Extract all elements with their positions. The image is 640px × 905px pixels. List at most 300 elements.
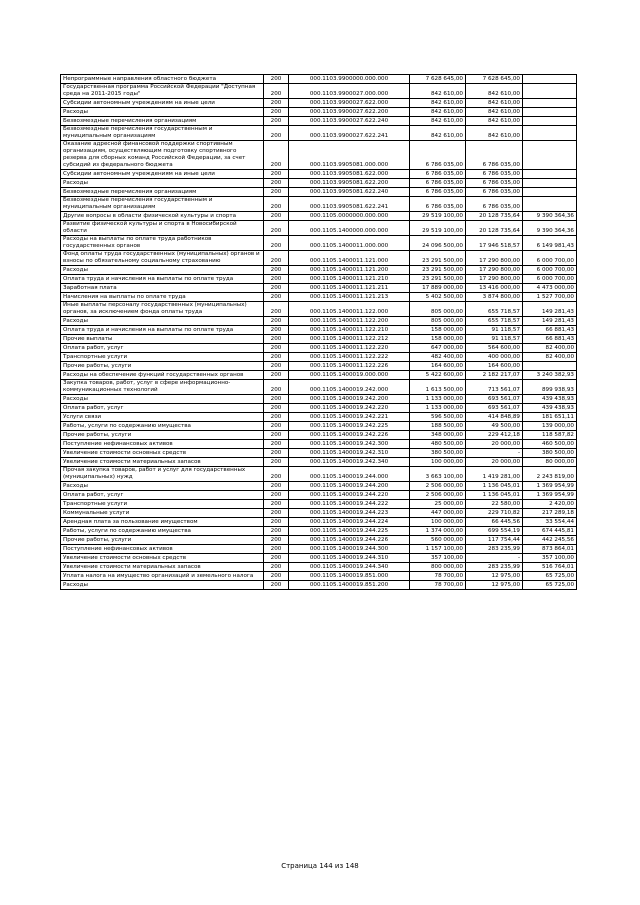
- row-executed-amount-cell: 655 718,57: [466, 317, 523, 326]
- table-row: [61, 413, 577, 422]
- row-name-cell: Поступление нефинансовых активов: [61, 545, 264, 554]
- row-remaining-amount-cell: 899 938,93: [523, 380, 577, 395]
- row-remaining-amount-cell: [523, 117, 577, 126]
- row-approved-amount-cell: 447 000,00: [410, 509, 466, 518]
- table-row: [61, 380, 577, 395]
- budget-table-body: [61, 75, 577, 590]
- row-remaining-amount-cell: 149 281,43: [523, 302, 577, 317]
- row-admin-code-cell: 200: [264, 266, 289, 275]
- row-executed-amount-cell: 229 710,82: [466, 509, 523, 518]
- row-approved-amount-cell: 1 374 000,00: [410, 527, 466, 536]
- table-row: [61, 188, 577, 197]
- row-admin-code-cell: 200: [264, 572, 289, 581]
- row-budget-code-cell: 000.1105.1400019.242.340: [289, 458, 410, 467]
- table-row: [61, 275, 577, 284]
- row-name-cell: Субсидии автономным учреждениям на иные цели: [61, 99, 264, 108]
- row-budget-code-cell: 000.1105.1400019.242.221: [289, 413, 410, 422]
- row-name-cell: Расходы: [61, 179, 264, 188]
- row-budget-code-cell: 000.1105.1400019.242.225: [289, 422, 410, 431]
- row-admin-code-cell: 200: [264, 212, 289, 221]
- row-remaining-amount-cell: 6 000 700,00: [523, 266, 577, 275]
- row-remaining-amount-cell: 66 881,43: [523, 335, 577, 344]
- row-executed-amount-cell: 12 975,00: [466, 581, 523, 590]
- row-budget-code-cell: 000.1105.1400019.244.226: [289, 536, 410, 545]
- row-budget-code-cell: 000.1103.9905081.622.240: [289, 188, 410, 197]
- row-budget-code-cell: 000.1103.9900027.000.000: [289, 84, 410, 99]
- row-approved-amount-cell: 357 100,00: [410, 554, 466, 563]
- row-name-cell: Оплата работ, услуг: [61, 404, 264, 413]
- row-admin-code-cell: 200: [264, 509, 289, 518]
- row-admin-code-cell: 200: [264, 251, 289, 266]
- row-approved-amount-cell: 100 000,00: [410, 518, 466, 527]
- row-remaining-amount-cell: 181 651,11: [523, 413, 577, 422]
- row-admin-code-cell: 200: [264, 117, 289, 126]
- row-remaining-amount-cell: 516 764,01: [523, 563, 577, 572]
- row-remaining-amount-cell: [523, 170, 577, 179]
- row-name-cell: Работы, услуги по содержанию имущества: [61, 422, 264, 431]
- row-admin-code-cell: 200: [264, 491, 289, 500]
- row-admin-code-cell: 200: [264, 179, 289, 188]
- row-executed-amount-cell: 842 610,00: [466, 99, 523, 108]
- row-admin-code-cell: 200: [264, 380, 289, 395]
- table-row: [61, 317, 577, 326]
- table-row: [61, 482, 577, 491]
- row-remaining-amount-cell: 439 438,93: [523, 404, 577, 413]
- row-executed-amount-cell: 283 235,99: [466, 545, 523, 554]
- row-admin-code-cell: 200: [264, 563, 289, 572]
- row-remaining-amount-cell: 674 445,81: [523, 527, 577, 536]
- row-admin-code-cell: 200: [264, 440, 289, 449]
- row-admin-code-cell: 200: [264, 554, 289, 563]
- row-remaining-amount-cell: 80 000,00: [523, 458, 577, 467]
- row-name-cell: Расходы на выплаты по оплате труда работников государственных органов: [61, 236, 264, 251]
- row-admin-code-cell: 200: [264, 395, 289, 404]
- page-number-footer: Страница 144 из 148: [281, 862, 359, 870]
- row-admin-code-cell: 200: [264, 317, 289, 326]
- table-row: [61, 536, 577, 545]
- row-approved-amount-cell: 29 519 100,00: [410, 221, 466, 236]
- row-admin-code-cell: 200: [264, 458, 289, 467]
- row-executed-amount-cell: 117 754,44: [466, 536, 523, 545]
- row-budget-code-cell: 000.1105.1400019.244.300: [289, 545, 410, 554]
- row-admin-code-cell: 200: [264, 413, 289, 422]
- row-approved-amount-cell: 596 500,00: [410, 413, 466, 422]
- row-admin-code-cell: 200: [264, 500, 289, 509]
- row-executed-amount-cell: 164 600,00: [466, 362, 523, 371]
- row-executed-amount-cell: 7 628 645,00: [466, 75, 523, 84]
- row-budget-code-cell: 000.1105.1400011.122.210: [289, 326, 410, 335]
- table-row: [61, 491, 577, 500]
- row-approved-amount-cell: 164 600,00: [410, 362, 466, 371]
- row-name-cell: Работы, услуги по содержанию имущества: [61, 527, 264, 536]
- row-name-cell: Оказание адресной финансовой поддержки спортивным организациям, осуществляющим подготовку спортивного резерва для сборных команд Российской Федерации, за счет субсидий из федерального бюджета: [61, 141, 264, 170]
- row-executed-amount-cell: 842 610,00: [466, 126, 523, 141]
- row-remaining-amount-cell: 2 420,00: [523, 500, 577, 509]
- table-row: [61, 117, 577, 126]
- row-budget-code-cell: 000.1105.1400019.244.340: [289, 563, 410, 572]
- row-name-cell: Расходы: [61, 482, 264, 491]
- row-remaining-amount-cell: [523, 99, 577, 108]
- row-executed-amount-cell: 12 975,00: [466, 572, 523, 581]
- row-approved-amount-cell: 3 663 100,00: [410, 467, 466, 482]
- row-executed-amount-cell: 699 554,19: [466, 527, 523, 536]
- row-remaining-amount-cell: 217 289,18: [523, 509, 577, 518]
- table-row: [61, 108, 577, 117]
- row-name-cell: Непрограммные направления областного бюджета: [61, 75, 264, 84]
- row-name-cell: Расходы: [61, 108, 264, 117]
- row-executed-amount-cell: 20 128 735,64: [466, 221, 523, 236]
- row-executed-amount-cell: 414 848,89: [466, 413, 523, 422]
- row-executed-amount-cell: 1 419 281,00: [466, 467, 523, 482]
- row-approved-amount-cell: 158 000,00: [410, 335, 466, 344]
- row-executed-amount-cell: 842 610,00: [466, 117, 523, 126]
- row-admin-code-cell: 200: [264, 482, 289, 491]
- row-name-cell: Прочие работы, услуги: [61, 536, 264, 545]
- row-admin-code-cell: 200: [264, 141, 289, 170]
- table-row: [61, 293, 577, 302]
- row-budget-code-cell: 000.1105.1400019.244.000: [289, 467, 410, 482]
- table-row: [61, 75, 577, 84]
- table-row: [61, 84, 577, 99]
- table-row: [61, 170, 577, 179]
- row-name-cell: Расходы на обеспечение функций государственных органов: [61, 371, 264, 380]
- row-approved-amount-cell: 1 133 000,00: [410, 404, 466, 413]
- row-name-cell: Оплата труда и начисления на выплаты по оплате труда: [61, 275, 264, 284]
- row-approved-amount-cell: 1 613 500,00: [410, 380, 466, 395]
- row-admin-code-cell: 200: [264, 108, 289, 117]
- row-name-cell: Расходы: [61, 317, 264, 326]
- table-row: [61, 179, 577, 188]
- row-budget-code-cell: 000.1103.9900027.622.200: [289, 108, 410, 117]
- row-approved-amount-cell: 6 786 035,00: [410, 197, 466, 212]
- row-admin-code-cell: 200: [264, 293, 289, 302]
- row-approved-amount-cell: 24 096 500,00: [410, 236, 466, 251]
- row-remaining-amount-cell: [523, 362, 577, 371]
- row-approved-amount-cell: 482 400,00: [410, 353, 466, 362]
- row-remaining-amount-cell: 66 881,43: [523, 326, 577, 335]
- row-approved-amount-cell: 2 506 000,00: [410, 482, 466, 491]
- row-approved-amount-cell: 6 786 035,00: [410, 179, 466, 188]
- row-approved-amount-cell: 23 291 500,00: [410, 275, 466, 284]
- row-name-cell: Арендная плата за пользование имуществом: [61, 518, 264, 527]
- row-name-cell: Увеличение стоимости основных средств: [61, 554, 264, 563]
- row-budget-code-cell: 000.1103.9900027.622.000: [289, 99, 410, 108]
- row-budget-code-cell: 000.1105.1400019.242.000: [289, 380, 410, 395]
- table-row: [61, 353, 577, 362]
- row-admin-code-cell: 200: [264, 422, 289, 431]
- row-approved-amount-cell: 6 786 035,00: [410, 188, 466, 197]
- row-approved-amount-cell: 348 000,00: [410, 431, 466, 440]
- row-budget-code-cell: 000.1105.1400011.122.222: [289, 353, 410, 362]
- row-admin-code-cell: 200: [264, 545, 289, 554]
- row-name-cell: Расходы: [61, 266, 264, 275]
- row-approved-amount-cell: 480 500,00: [410, 440, 466, 449]
- row-executed-amount-cell: 564 600,00: [466, 344, 523, 353]
- row-name-cell: Безвозмездные перечисления государственным и муниципальным организациям: [61, 197, 264, 212]
- table-row: [61, 467, 577, 482]
- row-budget-code-cell: 000.1105.1400019.851.000: [289, 572, 410, 581]
- row-approved-amount-cell: 5 402 500,00: [410, 293, 466, 302]
- row-budget-code-cell: 000.1105.1400011.122.000: [289, 302, 410, 317]
- row-executed-amount-cell: 713 561,07: [466, 380, 523, 395]
- table-row: [61, 404, 577, 413]
- row-budget-code-cell: 000.1105.1400019.244.223: [289, 509, 410, 518]
- row-remaining-amount-cell: 65 725,00: [523, 572, 577, 581]
- row-remaining-amount-cell: 1 369 954,99: [523, 491, 577, 500]
- row-remaining-amount-cell: 9 390 364,36: [523, 221, 577, 236]
- row-approved-amount-cell: 380 500,00: [410, 449, 466, 458]
- table-row: [61, 518, 577, 527]
- row-budget-code-cell: 000.1103.9900027.622.241: [289, 126, 410, 141]
- table-row: [61, 284, 577, 293]
- row-name-cell: Заработная плата: [61, 284, 264, 293]
- row-remaining-amount-cell: [523, 141, 577, 170]
- table-row: [61, 581, 577, 590]
- row-remaining-amount-cell: 149 281,43: [523, 317, 577, 326]
- row-executed-amount-cell: 17 290 800,00: [466, 275, 523, 284]
- row-approved-amount-cell: 842 610,00: [410, 126, 466, 141]
- row-name-cell: Прочая закупка товаров, работ и услуг для государственных (муниципальных) нужд: [61, 467, 264, 482]
- row-name-cell: Начисления на выплаты по оплате труда: [61, 293, 264, 302]
- row-admin-code-cell: 200: [264, 536, 289, 545]
- table-row: [61, 251, 577, 266]
- row-remaining-amount-cell: 6 000 700,00: [523, 251, 577, 266]
- row-admin-code-cell: 200: [264, 99, 289, 108]
- row-remaining-amount-cell: 4 473 000,00: [523, 284, 577, 293]
- table-row: [61, 371, 577, 380]
- row-remaining-amount-cell: 6 000 700,00: [523, 275, 577, 284]
- row-executed-amount-cell: 1 136 045,01: [466, 491, 523, 500]
- row-name-cell: Безвозмездные перечисления государственным и муниципальным организациям: [61, 126, 264, 141]
- row-budget-code-cell: 000.1105.1400019.242.310: [289, 449, 410, 458]
- table-row: [61, 99, 577, 108]
- row-remaining-amount-cell: 65 725,00: [523, 581, 577, 590]
- row-remaining-amount-cell: 2 243 819,00: [523, 467, 577, 482]
- row-executed-amount-cell: 17 290 800,00: [466, 251, 523, 266]
- row-remaining-amount-cell: 1 527 700,00: [523, 293, 577, 302]
- row-budget-code-cell: 000.1105.1400019.242.200: [289, 395, 410, 404]
- row-executed-amount-cell: 91 118,57: [466, 326, 523, 335]
- row-executed-amount-cell: 2 182 217,07: [466, 371, 523, 380]
- row-budget-code-cell: 000.1105.1400019.244.200: [289, 482, 410, 491]
- row-admin-code-cell: 200: [264, 326, 289, 335]
- row-name-cell: Прочие выплаты: [61, 335, 264, 344]
- row-remaining-amount-cell: 9 390 364,36: [523, 212, 577, 221]
- row-remaining-amount-cell: 82 400,00: [523, 353, 577, 362]
- row-executed-amount-cell: 6 786 035,00: [466, 188, 523, 197]
- table-row: [61, 509, 577, 518]
- row-executed-amount-cell: 1 136 045,01: [466, 482, 523, 491]
- table-row: [61, 221, 577, 236]
- table-row: [61, 422, 577, 431]
- row-admin-code-cell: 200: [264, 581, 289, 590]
- row-approved-amount-cell: 5 422 600,00: [410, 371, 466, 380]
- row-executed-amount-cell: 6 786 035,00: [466, 141, 523, 170]
- table-row: [61, 362, 577, 371]
- row-approved-amount-cell: 800 000,00: [410, 563, 466, 572]
- row-approved-amount-cell: 842 610,00: [410, 108, 466, 117]
- row-remaining-amount-cell: 357 100,00: [523, 554, 577, 563]
- row-admin-code-cell: 200: [264, 404, 289, 413]
- row-budget-code-cell: 000.1105.1400019.244.220: [289, 491, 410, 500]
- row-admin-code-cell: 200: [264, 275, 289, 284]
- row-remaining-amount-cell: 139 000,00: [523, 422, 577, 431]
- row-admin-code-cell: 200: [264, 449, 289, 458]
- row-approved-amount-cell: 158 000,00: [410, 326, 466, 335]
- row-admin-code-cell: 200: [264, 302, 289, 317]
- row-name-cell: Оплата работ, услуг: [61, 491, 264, 500]
- row-executed-amount-cell: -: [466, 449, 523, 458]
- row-name-cell: Транспортные услуги: [61, 353, 264, 362]
- table-row: [61, 141, 577, 170]
- row-budget-code-cell: 000.1105.1400019.000.000: [289, 371, 410, 380]
- row-executed-amount-cell: 13 416 000,00: [466, 284, 523, 293]
- row-executed-amount-cell: 22 580,00: [466, 500, 523, 509]
- row-remaining-amount-cell: [523, 84, 577, 99]
- row-approved-amount-cell: 1 157 100,00: [410, 545, 466, 554]
- row-budget-code-cell: 000.1103.9905081.622.000: [289, 170, 410, 179]
- row-executed-amount-cell: 693 561,07: [466, 404, 523, 413]
- table-row: [61, 527, 577, 536]
- row-remaining-amount-cell: [523, 197, 577, 212]
- row-approved-amount-cell: 842 610,00: [410, 99, 466, 108]
- table-row: [61, 395, 577, 404]
- row-approved-amount-cell: 6 786 035,00: [410, 141, 466, 170]
- row-remaining-amount-cell: 1 369 954,99: [523, 482, 577, 491]
- row-approved-amount-cell: 7 628 645,00: [410, 75, 466, 84]
- row-name-cell: Безвозмездные перечисления организациям: [61, 188, 264, 197]
- row-executed-amount-cell: 20 000,00: [466, 458, 523, 467]
- row-approved-amount-cell: 25 000,00: [410, 500, 466, 509]
- row-remaining-amount-cell: 33 554,44: [523, 518, 577, 527]
- row-approved-amount-cell: 805 000,00: [410, 317, 466, 326]
- table-row: [61, 266, 577, 275]
- row-approved-amount-cell: 17 889 000,00: [410, 284, 466, 293]
- row-budget-code-cell: 000.1105.1400011.121.000: [289, 251, 410, 266]
- row-remaining-amount-cell: 3 240 382,93: [523, 371, 577, 380]
- row-executed-amount-cell: 49 500,00: [466, 422, 523, 431]
- row-admin-code-cell: 200: [264, 371, 289, 380]
- row-approved-amount-cell: 560 000,00: [410, 536, 466, 545]
- row-executed-amount-cell: 3 874 800,00: [466, 293, 523, 302]
- row-admin-code-cell: 200: [264, 188, 289, 197]
- row-executed-amount-cell: 229 412,18: [466, 431, 523, 440]
- row-executed-amount-cell: -: [466, 554, 523, 563]
- table-row: [61, 197, 577, 212]
- row-admin-code-cell: 200: [264, 126, 289, 141]
- row-executed-amount-cell: 655 718,57: [466, 302, 523, 317]
- row-admin-code-cell: 200: [264, 284, 289, 293]
- row-executed-amount-cell: 20 128 735,64: [466, 212, 523, 221]
- row-approved-amount-cell: 805 000,00: [410, 302, 466, 317]
- row-executed-amount-cell: 17 946 518,57: [466, 236, 523, 251]
- row-budget-code-cell: 000.1105.1400011.122.200: [289, 317, 410, 326]
- table-row: [61, 572, 577, 581]
- row-remaining-amount-cell: [523, 179, 577, 188]
- row-budget-code-cell: 000.1105.1400011.121.200: [289, 266, 410, 275]
- table-row: [61, 236, 577, 251]
- row-budget-code-cell: 000.1103.9905081.000.000: [289, 141, 410, 170]
- row-budget-code-cell: 000.1105.1400019.242.300: [289, 440, 410, 449]
- table-row: [61, 126, 577, 141]
- row-remaining-amount-cell: 118 587,82: [523, 431, 577, 440]
- row-admin-code-cell: 200: [264, 467, 289, 482]
- row-approved-amount-cell: 29 519 100,00: [410, 212, 466, 221]
- table-row: [61, 344, 577, 353]
- row-approved-amount-cell: 647 000,00: [410, 344, 466, 353]
- row-name-cell: Фонд оплаты труда государственных (муниципальных) органов и взносы по обязательному социальному страхованию: [61, 251, 264, 266]
- row-name-cell: Безвозмездные перечисления организациям: [61, 117, 264, 126]
- row-remaining-amount-cell: 82 400,00: [523, 344, 577, 353]
- row-executed-amount-cell: 842 610,00: [466, 108, 523, 117]
- row-name-cell: Расходы: [61, 395, 264, 404]
- row-budget-code-cell: 000.1103.9905081.622.241: [289, 197, 410, 212]
- row-executed-amount-cell: 6 786 035,00: [466, 197, 523, 212]
- row-admin-code-cell: 200: [264, 518, 289, 527]
- budget-table: [60, 74, 577, 590]
- row-name-cell: Транспортные услуги: [61, 500, 264, 509]
- row-approved-amount-cell: 78 700,00: [410, 581, 466, 590]
- row-name-cell: Закупка товаров, работ, услуг в сфере информационно-коммуникационных технологий: [61, 380, 264, 395]
- row-approved-amount-cell: 2 506 000,00: [410, 491, 466, 500]
- row-name-cell: Иные выплаты персоналу государственных (муниципальных) органов, за исключением фонда оплаты труда: [61, 302, 264, 317]
- row-executed-amount-cell: 6 786 035,00: [466, 170, 523, 179]
- row-admin-code-cell: 200: [264, 335, 289, 344]
- row-remaining-amount-cell: 380 500,00: [523, 449, 577, 458]
- row-remaining-amount-cell: 6 149 981,43: [523, 236, 577, 251]
- row-remaining-amount-cell: 873 864,01: [523, 545, 577, 554]
- row-admin-code-cell: 200: [264, 221, 289, 236]
- row-remaining-amount-cell: [523, 75, 577, 84]
- row-executed-amount-cell: 20 000,00: [466, 440, 523, 449]
- row-admin-code-cell: 200: [264, 353, 289, 362]
- row-budget-code-cell: 000.1105.1400019.242.220: [289, 404, 410, 413]
- row-name-cell: Услуги связи: [61, 413, 264, 422]
- row-name-cell: Прочие работы, услуги: [61, 362, 264, 371]
- row-executed-amount-cell: 17 290 800,00: [466, 266, 523, 275]
- table-row: [61, 302, 577, 317]
- row-name-cell: Субсидии автономным учреждениям на иные цели: [61, 170, 264, 179]
- row-name-cell: Оплата труда и начисления на выплаты по оплате труда: [61, 326, 264, 335]
- row-executed-amount-cell: 91 118,57: [466, 335, 523, 344]
- row-name-cell: Поступление нефинансовых активов: [61, 440, 264, 449]
- row-approved-amount-cell: 23 291 500,00: [410, 266, 466, 275]
- row-admin-code-cell: 200: [264, 236, 289, 251]
- row-approved-amount-cell: 78 700,00: [410, 572, 466, 581]
- row-name-cell: Государственная программа Российской Федерации "Доступная среда на 2011-2015 годы": [61, 84, 264, 99]
- row-remaining-amount-cell: [523, 188, 577, 197]
- row-admin-code-cell: 200: [264, 344, 289, 353]
- row-budget-code-cell: 000.1105.1400011.122.212: [289, 335, 410, 344]
- table-row: [61, 431, 577, 440]
- row-budget-code-cell: 000.1105.1400011.122.220: [289, 344, 410, 353]
- row-remaining-amount-cell: 442 245,56: [523, 536, 577, 545]
- row-name-cell: Прочие работы, услуги: [61, 431, 264, 440]
- row-name-cell: Оплата работ, услуг: [61, 344, 264, 353]
- row-budget-code-cell: 000.1105.1400011.122.226: [289, 362, 410, 371]
- row-executed-amount-cell: 6 786 035,00: [466, 179, 523, 188]
- table-row: [61, 458, 577, 467]
- row-executed-amount-cell: 693 561,07: [466, 395, 523, 404]
- row-budget-code-cell: 000.1105.1400019.244.310: [289, 554, 410, 563]
- table-row: [61, 440, 577, 449]
- table-row: [61, 563, 577, 572]
- row-remaining-amount-cell: 460 500,00: [523, 440, 577, 449]
- row-name-cell: Развитие физической культуры и спорта в Новосибирской области: [61, 221, 264, 236]
- row-name-cell: Коммунальные услуги: [61, 509, 264, 518]
- row-admin-code-cell: 200: [264, 362, 289, 371]
- row-name-cell: Другие вопросы в области физической культуры и спорта: [61, 212, 264, 221]
